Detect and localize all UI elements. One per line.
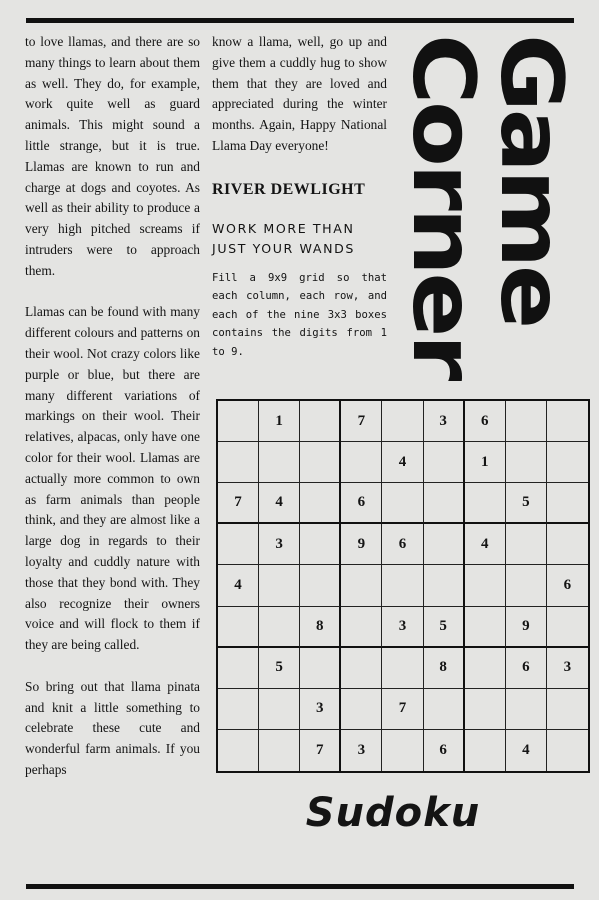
- sudoku-cell[interactable]: [259, 442, 300, 483]
- sudoku-cell[interactable]: 5: [506, 483, 547, 524]
- sudoku-cell[interactable]: 3: [259, 524, 300, 565]
- sudoku-cell[interactable]: 4: [382, 442, 423, 483]
- sudoku-cell[interactable]: [341, 565, 382, 606]
- sudoku-cell[interactable]: [259, 565, 300, 606]
- sudoku-cell[interactable]: 3: [424, 401, 465, 442]
- sudoku-cell[interactable]: 4: [218, 565, 259, 606]
- sudoku-cell[interactable]: [465, 648, 506, 689]
- sudoku-cell[interactable]: 7: [218, 483, 259, 524]
- sudoku-cell[interactable]: [424, 565, 465, 606]
- sudoku-cell[interactable]: 9: [341, 524, 382, 565]
- sudoku-cell[interactable]: [424, 689, 465, 730]
- sudoku-cell[interactable]: 3: [341, 730, 382, 771]
- sudoku-cell[interactable]: [465, 607, 506, 648]
- sudoku-cell[interactable]: 6: [382, 524, 423, 565]
- article-column-left: [25, 32, 200, 801]
- sudoku-cell[interactable]: [218, 524, 259, 565]
- sudoku-cell[interactable]: 4: [259, 483, 300, 524]
- puzzle-instructions: Fill a 9x9 grid so that each column, each row, and each of the nine 3x3 boxes contains the digits from 1 to 9.: [212, 271, 387, 358]
- article-paragraph: to love llamas, and there are so many things to learn about them as well. They do, for example, work quite well as guard animals. This might sound a little strange, but it is true. Llamas are known to run and charge at dogs and coyotes. As well as their ability to produce a very high pitched screams if intruders were to approach them.: [25, 34, 200, 278]
- sudoku-cell[interactable]: [424, 442, 465, 483]
- sudoku-cell[interactable]: [465, 730, 506, 771]
- sudoku-cell[interactable]: 5: [259, 648, 300, 689]
- sudoku-cell[interactable]: [341, 689, 382, 730]
- sudoku-cell[interactable]: 3: [382, 607, 423, 648]
- sudoku-cell[interactable]: 4: [506, 730, 547, 771]
- sudoku-cell[interactable]: 1: [259, 401, 300, 442]
- article-paragraph: Llamas can be found with many different colours and patterns on their wool. Not crazy colors like purple or blue, but there are many different variations of markings on their wool. Their relatives, alpacas, only have one color for their wool. Llamas are actually more common to own as farm animals than people think, and they are almost like a large dog in regards to their loyalty and cuddly nature with those that they bond with. They also recognize their owners voice and will flock to them if they are being called.: [25, 304, 200, 653]
- author-name: RIVER DEWLIGHT: [212, 180, 366, 198]
- sudoku-cell[interactable]: 5: [424, 607, 465, 648]
- sudoku-cell[interactable]: [259, 689, 300, 730]
- sudoku-cell[interactable]: 3: [300, 689, 341, 730]
- sudoku-cell[interactable]: [506, 689, 547, 730]
- sudoku-cell[interactable]: [547, 689, 588, 730]
- sudoku-cell[interactable]: 7: [382, 689, 423, 730]
- sudoku-cell[interactable]: [218, 730, 259, 771]
- sudoku-cell[interactable]: 7: [341, 401, 382, 442]
- top-rule: [26, 18, 574, 23]
- sudoku-cell[interactable]: [547, 730, 588, 771]
- sudoku-cell[interactable]: [547, 524, 588, 565]
- sudoku-cell[interactable]: [465, 565, 506, 606]
- sudoku-cell[interactable]: [300, 442, 341, 483]
- sudoku-grid: [216, 399, 590, 773]
- puzzle-subhead: WORK MORE THAN JUST YOUR WANDS: [212, 220, 356, 256]
- sudoku-cell[interactable]: [218, 401, 259, 442]
- bottom-rule: [26, 884, 574, 889]
- sudoku-cell[interactable]: 3: [547, 648, 588, 689]
- sudoku-cell[interactable]: [259, 607, 300, 648]
- article-paragraph: So bring out that llama pinata and knit a little something to celebrate these cute and wonderful farm animals. If you perhaps: [25, 678, 200, 777]
- sudoku-cell[interactable]: [382, 648, 423, 689]
- sudoku-cell[interactable]: [300, 401, 341, 442]
- sudoku-cell[interactable]: [300, 483, 341, 524]
- sudoku-cell[interactable]: [506, 401, 547, 442]
- sudoku-cell[interactable]: [218, 648, 259, 689]
- sudoku-cell[interactable]: [341, 442, 382, 483]
- sudoku-cell[interactable]: [300, 648, 341, 689]
- sudoku-cell[interactable]: 6: [341, 483, 382, 524]
- sudoku-cell[interactable]: [341, 607, 382, 648]
- sudoku-cell[interactable]: 4: [465, 524, 506, 565]
- sudoku-cell[interactable]: 6: [465, 401, 506, 442]
- sudoku-cell[interactable]: [547, 483, 588, 524]
- sudoku-cell[interactable]: 1: [465, 442, 506, 483]
- sudoku-cell[interactable]: [506, 524, 547, 565]
- sudoku-cell[interactable]: [547, 401, 588, 442]
- sudoku-cell[interactable]: [218, 689, 259, 730]
- sudoku-cell[interactable]: [259, 730, 300, 771]
- sudoku-cell[interactable]: 9: [506, 607, 547, 648]
- sudoku-cell[interactable]: [465, 483, 506, 524]
- sudoku-cell[interactable]: [382, 565, 423, 606]
- game-corner-masthead: [393, 30, 582, 380]
- masthead-word-game: Game: [481, 34, 581, 299]
- article-column-right: [212, 32, 387, 361]
- sudoku-cell[interactable]: [547, 607, 588, 648]
- sudoku-cell[interactable]: [382, 730, 423, 771]
- sudoku-cell[interactable]: [382, 401, 423, 442]
- sudoku-cell[interactable]: [547, 442, 588, 483]
- sudoku-cell[interactable]: [218, 607, 259, 648]
- sudoku-cell[interactable]: 6: [506, 648, 547, 689]
- sudoku-cell[interactable]: [424, 524, 465, 565]
- masthead-svg: [393, 30, 582, 380]
- sudoku-title: Sudoku: [305, 790, 481, 836]
- sudoku-cell[interactable]: [218, 442, 259, 483]
- sudoku-cell[interactable]: [506, 565, 547, 606]
- sudoku-cell[interactable]: 8: [424, 648, 465, 689]
- sudoku-cell[interactable]: 8: [300, 607, 341, 648]
- sudoku-cell[interactable]: [506, 442, 547, 483]
- masthead-word-corner: Corner: [393, 34, 493, 343]
- sudoku-cell[interactable]: [300, 565, 341, 606]
- sudoku-cell[interactable]: [341, 648, 382, 689]
- sudoku-cell[interactable]: [382, 483, 423, 524]
- sudoku-cell[interactable]: 6: [424, 730, 465, 771]
- sudoku-cell[interactable]: [300, 524, 341, 565]
- sudoku-cell[interactable]: [424, 483, 465, 524]
- sudoku-cell[interactable]: 6: [547, 565, 588, 606]
- article-paragraph: know a llama, well, go up and give them a cuddly hug to show them that they are loved and appreciated during the winter months. Again, Happy National Llama Day everyone!: [212, 34, 387, 153]
- sudoku-cell[interactable]: [465, 689, 506, 730]
- sudoku-cell[interactable]: 7: [300, 730, 341, 771]
